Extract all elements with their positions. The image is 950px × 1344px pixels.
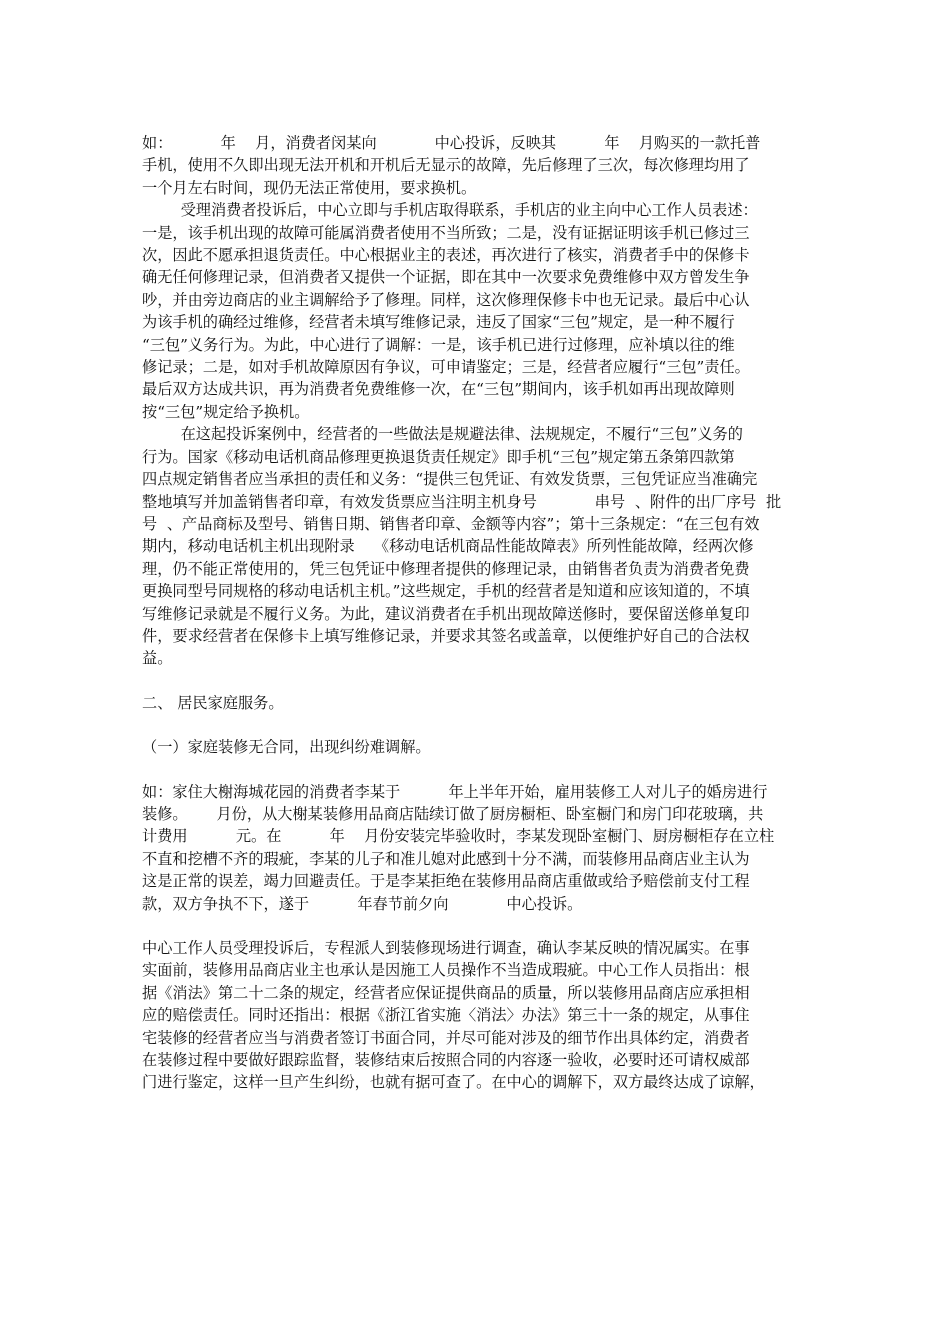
- text-line: 行为。国家《移动电话机商品修理更换退货责任规定》即手机“三包”规定第五条第四款第: [142, 447, 735, 466]
- case1-analysis-paragraph: [142, 423, 816, 669]
- text-line: 在装修过程中要做好跟踪监督，装修结束后按照合同的内容逐一验收，必要时还可请权威部: [142, 1051, 750, 1070]
- text-line: 四点规定销售者应当承担的责任和义务：“提供三包凭证、有效发货票，三包凭证应当准确完: [142, 470, 758, 489]
- case1-intro-paragraph: [142, 132, 816, 199]
- spacer: [142, 915, 816, 937]
- spacer: [142, 670, 816, 692]
- text-line: 次，因此不愿承担退货责任。中心根据业主的表述，再次进行了核实，消费者手中的保修卡: [142, 246, 750, 265]
- text-line: 装修。 月份，从大榭某装修用品商店陆续订做了厨房橱柜、卧室橱门和房门印花玻璃，共: [142, 804, 764, 823]
- text-line: 修记录；二是，如对手机故障原因有争议，可申请鉴定；三是，经营者应履行“三包”责任。: [142, 358, 750, 377]
- text-line: 为该手机的确经过维修，经营者未填写维修记录，违反了国家“三包”规定，是一种不履行: [142, 313, 735, 332]
- text-line: 这是正常的误差，竭力回避责任。于是李某拒绝在装修用品商店重做或给予赔偿前支付工程: [142, 872, 750, 891]
- text-line: 按“三包”规定给予换机。: [142, 402, 310, 421]
- case2-response-paragraph: [142, 937, 816, 1094]
- text-line: “三包”义务行为。为此，中心进行了调解：一是，该手机已进行过修理，应补填以往的维: [142, 335, 735, 354]
- text-line: 期内，移动电话机主机出现附录 《移动电话机商品性能故障表》所列性能故障，经两次修: [142, 537, 754, 556]
- spacer: [142, 714, 816, 736]
- text-line: 如：家住大榭海城花园的消费者李某于 年上半年开始，雇用装修工人对儿子的婚房进行: [142, 782, 768, 801]
- text-line: 一个月左右时间，现仍无法正常使用，要求换机。: [142, 178, 477, 197]
- text-line: 更换同型号同规格的移动电话机主机。”这些规定，手机的经营者是知道和应该知道的，不填: [142, 582, 750, 601]
- text-line: 吵，并由旁边商店的业主调解给予了修理。同样，这次修理保修卡中也无记录。最后中心认: [142, 290, 750, 309]
- text-line: 不直和挖槽不齐的瑕疵，李某的儿子和准儿媳对此感到十分不满，而装修用品商店业主认为: [142, 849, 750, 868]
- text-line: 实面前，装修用品商店业主也承认是因施工人员操作不当造成瑕疵。中心工作人员指出：根: [142, 961, 750, 980]
- text-line: 在这起投诉案例中，经营者的一些做法是规避法律、法规规定，不履行“三包”义务的: [142, 425, 743, 444]
- text-line: 写维修记录就是不履行义务。为此，建议消费者在手机出现故障送修时，要保留送修单复印: [142, 604, 750, 623]
- text-line: 号 、产品商标及型号、销售日期、销售者印章、金额等内容”；第十三条规定：“在三包有效: [142, 514, 760, 533]
- text-line: 受理消费者投诉后，中心立即与手机店取得联系，手机店的业主向中心工作人员表述：: [142, 201, 758, 220]
- text-line: 计费用 元。在 年 月份安装完毕验收时，李某发现卧室橱门、厨房橱柜存在立柱: [142, 827, 775, 846]
- section-heading: 二、 居民家庭服务。: [142, 693, 284, 712]
- spacer: [142, 759, 816, 781]
- text-line: 益。: [142, 649, 173, 668]
- subsection-heading: （一）家庭装修无合同，出现纠纷难调解。: [142, 738, 431, 757]
- text-line: 最后双方达成共识，再为消费者免费维修一次，在“三包”期间内，该手机如再出现故障则: [142, 380, 735, 399]
- text-line: 宅装修的经营者应当与消费者签订书面合同，并尽可能对涉及的细节作出具体约定，消费者: [142, 1028, 750, 1047]
- text-line: 中心工作人员受理投诉后，专程派人到装修现场进行调查，确认李某反映的情况属实。在事: [142, 939, 750, 957]
- text-line: 应的赔偿责任。同时还指出：根据《浙江省实施〈消法〉办法》第三十一条的规定，从事住: [142, 1006, 750, 1025]
- case2-intro-paragraph: [142, 781, 816, 915]
- document-page: [142, 132, 816, 1094]
- text-line: 款，双方争执不下，遂于 年春节前夕向 中心投诉。: [142, 894, 583, 913]
- text-line: 门进行鉴定，这样一旦产生纠纷，也就有据可查了。在中心的调解下，双方最终达成了谅解，: [142, 1073, 765, 1092]
- case1-mediation-paragraph: [142, 199, 816, 423]
- text-line: 如： 年 月，消费者闵某向 中心投诉，反映其 年 月购买的一款托普: [142, 134, 761, 152]
- text-line: 理，仍不能正常使用的，凭三包凭证中修理者提供的修理记录，由销售者负责为消费者免费: [142, 559, 750, 578]
- text-line: 一是，该手机出现的故障可能属消费者使用不当所致；二是，没有证据证明该手机已修过三: [142, 223, 750, 242]
- text-line: 整地填写并加盖销售者印章，有效发货票应当注明主机身号 串号 、附件的出厂序号 批: [142, 492, 782, 511]
- text-line: 确无任何修理记录，但消费者又提供一个证据，即在其中一次要求免费维修中双方曾发生争: [142, 268, 750, 287]
- text-line: 据《消法》第二十二条的规定，经营者应保证提供商品的质量，所以装修用品商店应承担相: [142, 983, 750, 1002]
- text-line: 件，要求经营者在保修卡上填写维修记录，并要求其签名或盖章，以便维护好自己的合法权: [142, 626, 750, 645]
- text-line: 手机，使用不久即出现无法开机和开机后无显示的故障，先后修理了三次，每次修理均用了: [142, 156, 750, 175]
